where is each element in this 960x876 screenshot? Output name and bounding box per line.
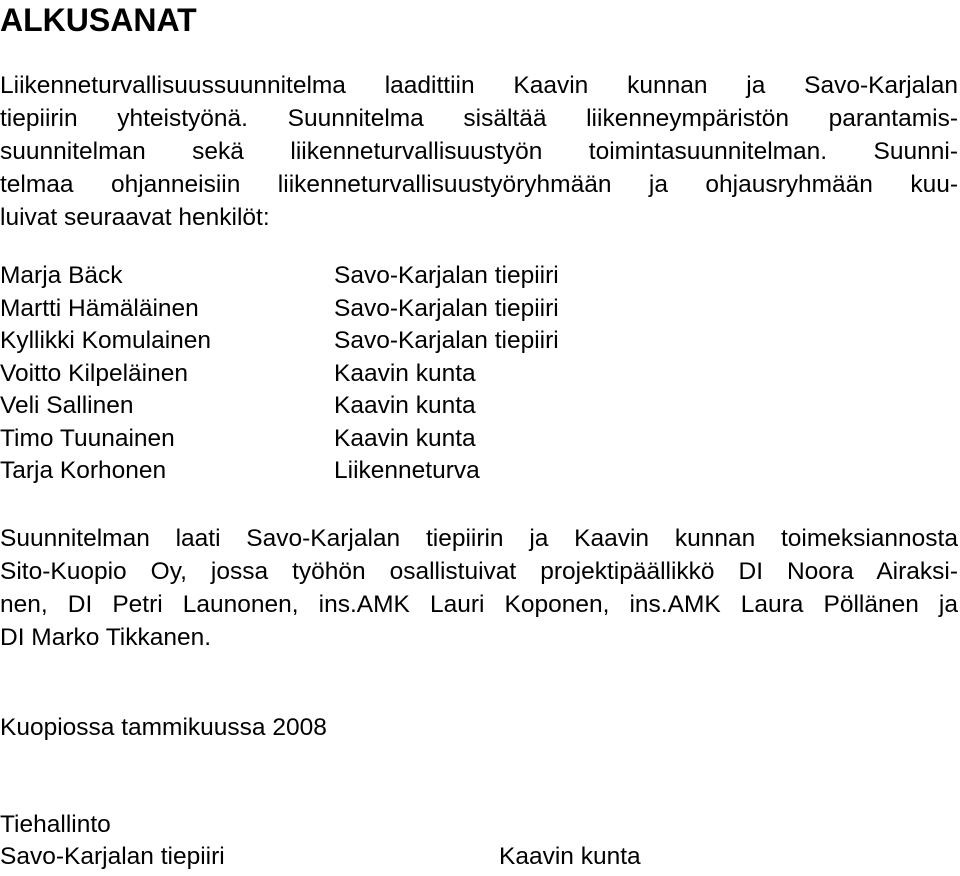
- consultant-paragraph: [0, 522, 958, 654]
- member-row: [0, 358, 559, 391]
- signature-org: Tiehallinto: [0, 811, 111, 838]
- member-name: Martti Hämäläinen: [0, 294, 199, 322]
- member-row: [0, 423, 559, 456]
- member-name: Tarja Korhonen: [0, 457, 167, 484]
- member-row: [0, 293, 559, 326]
- signature-right: Kaavin kunta: [499, 843, 641, 870]
- member-name: Timo Tuunainen: [0, 424, 175, 452]
- consultant-line: Sito-Kuopio Oy, jossa työhön osallistuivat projektipäällikkö DI Noora Airaksi-: [0, 558, 958, 585]
- member-name: Kyllikki Komulainen: [0, 327, 212, 354]
- member-name: Veli Sallinen: [0, 392, 134, 419]
- consultant-line: nen, DI Petri Launonen, ins.AMK Lauri Koponen, ins.AMK Laura Pöllänen ja: [0, 591, 958, 618]
- intro-paragraph: [0, 69, 958, 234]
- intro-line: luivat seuraavat henkilöt:: [0, 204, 270, 231]
- intro-line: telmaa ohjanneisiin liikenneturvallisuustyöryhmään ja ohjausryhmään kuu-: [0, 171, 958, 198]
- member-row: [0, 455, 559, 488]
- signature-left: Savo-Karjalan tiepiiri: [0, 843, 225, 870]
- intro-line: tiepiirin yhteistyönä. Suunnitelma sisältää liikenneympäristön parantamis-: [0, 105, 958, 132]
- member-org: Kaavin kunta: [334, 424, 476, 452]
- intro-line: Liikenneturvallisuussuunnitelma laadittiin Kaavin kunnan ja Savo-Karjalan: [0, 72, 958, 99]
- member-org: Liikenneturva: [334, 457, 480, 484]
- member-name: Marja Bäck: [0, 262, 123, 289]
- member-org: Savo-Karjalan tiepiiri: [334, 327, 559, 354]
- member-org: Savo-Karjalan tiepiiri: [334, 262, 559, 289]
- member-row: [0, 325, 559, 358]
- member-org: Kaavin kunta: [334, 359, 476, 387]
- member-name: Voitto Kilpeläinen: [0, 359, 188, 387]
- consultant-line: Suunnitelman laati Savo-Karjalan tiepiirin ja Kaavin kunnan toimeksiannosta: [0, 525, 958, 552]
- consultant-line: DI Marko Tikkanen.: [0, 624, 212, 651]
- member-row: [0, 260, 559, 293]
- member-org: Kaavin kunta: [334, 392, 476, 419]
- member-list: [0, 260, 559, 488]
- place-date: Kuopiossa tammikuussa 2008: [0, 714, 327, 741]
- intro-line: suunnitelman sekä liikenneturvallisuustyön toimintasuunnitelman. Suunni-: [0, 138, 958, 165]
- member-row: [0, 390, 559, 423]
- page-title: ALKUSANAT: [0, 2, 197, 38]
- member-org: Savo-Karjalan tiepiiri: [334, 294, 559, 322]
